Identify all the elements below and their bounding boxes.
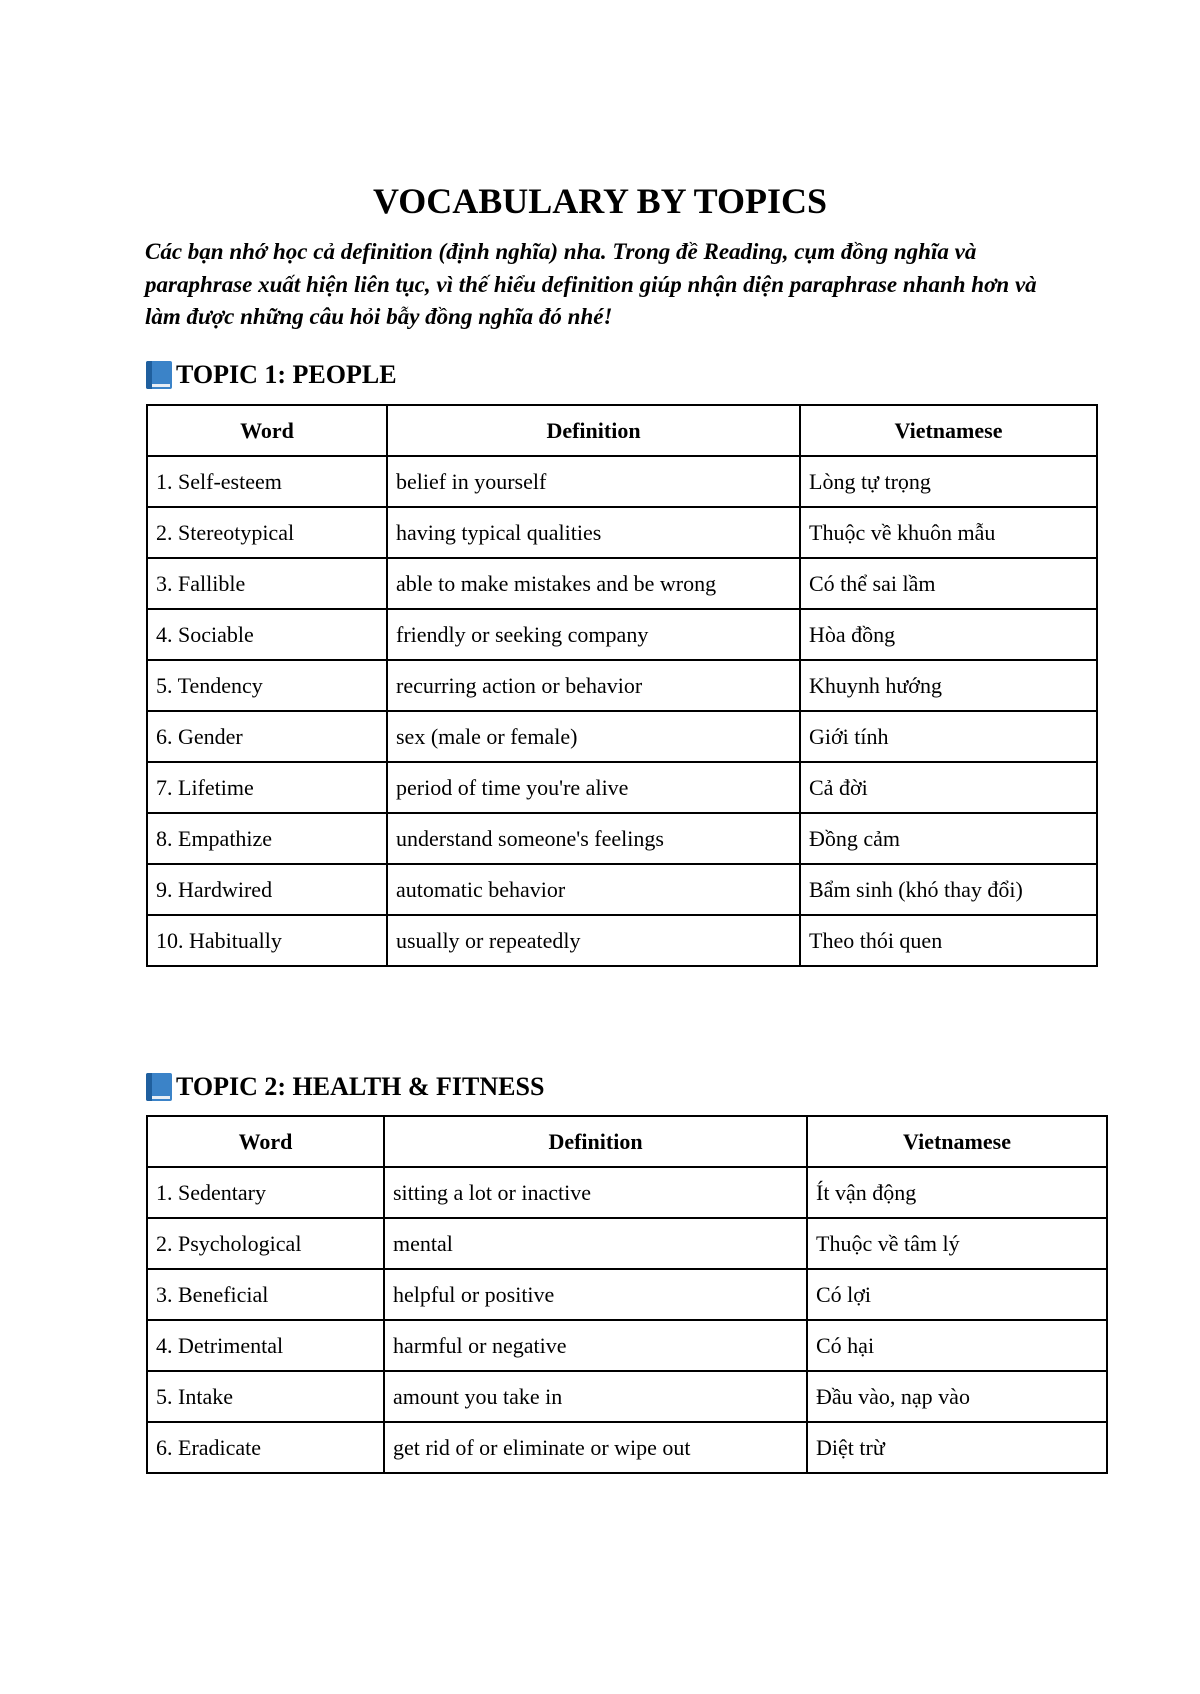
table-row: [147, 711, 1097, 762]
table-row: [147, 864, 1097, 915]
table-row: [147, 1320, 1107, 1371]
table-row: [147, 762, 1097, 813]
definition-cell: able to make mistakes and be wrong: [387, 558, 800, 609]
vietnamese-cell: Thuộc về khuôn mẫu: [800, 507, 1097, 558]
table-row: [147, 558, 1097, 609]
table-row: [147, 660, 1097, 711]
vietnamese-header: Vietnamese: [800, 405, 1097, 456]
vietnamese-cell: Đồng cảm: [800, 813, 1097, 864]
word-cell: 6. Eradicate: [147, 1422, 384, 1473]
table-row: [147, 1422, 1107, 1473]
word-cell: 8. Empathize: [147, 813, 387, 864]
word-header: Word: [147, 1116, 384, 1167]
vietnamese-cell: Có hại: [807, 1320, 1107, 1371]
table-row: [147, 456, 1097, 507]
word-cell: 6. Gender: [147, 711, 387, 762]
table-row: [147, 1371, 1107, 1422]
topic-1-title: TOPIC 1: PEOPLE: [176, 360, 397, 389]
vietnamese-cell: Theo thói quen: [800, 915, 1097, 966]
word-header: Word: [147, 405, 387, 456]
topic-2-title: TOPIC 2: HEALTH & FITNESS: [176, 1072, 545, 1101]
word-cell: 3. Beneficial: [147, 1269, 384, 1320]
definition-header: Definition: [384, 1116, 807, 1167]
definition-cell: get rid of or eliminate or wipe out: [384, 1422, 807, 1473]
vietnamese-cell: Đầu vào, nạp vào: [807, 1371, 1107, 1422]
word-cell: 3. Fallible: [147, 558, 387, 609]
table-row: [147, 507, 1097, 558]
definition-cell: understand someone's feelings: [387, 813, 800, 864]
definition-cell: having typical qualities: [387, 507, 800, 558]
vietnamese-cell: Có thể sai lầm: [800, 558, 1097, 609]
definition-cell: sitting a lot or inactive: [384, 1167, 807, 1218]
word-cell: 5. Tendency: [147, 660, 387, 711]
vietnamese-cell: Lòng tự trọng: [800, 456, 1097, 507]
definition-cell: friendly or seeking company: [387, 609, 800, 660]
word-cell: 5. Intake: [147, 1371, 384, 1422]
book-icon: [146, 1073, 172, 1101]
definition-cell: mental: [384, 1218, 807, 1269]
table-header-row: [147, 1116, 1107, 1167]
topic-2-heading: [146, 1072, 544, 1102]
table-row: [147, 1269, 1107, 1320]
table-row: [147, 813, 1097, 864]
definition-cell: automatic behavior: [387, 864, 800, 915]
table-row: [147, 1167, 1107, 1218]
word-cell: 9. Hardwired: [147, 864, 387, 915]
definition-cell: period of time you're alive: [387, 762, 800, 813]
word-cell: 2. Psychological: [147, 1218, 384, 1269]
definition-cell: belief in yourself: [387, 456, 800, 507]
book-icon: [146, 361, 172, 389]
vietnamese-cell: Thuộc về tâm lý: [807, 1218, 1107, 1269]
topic-1-heading: [146, 360, 397, 390]
word-cell: 7. Lifetime: [147, 762, 387, 813]
document-title: VOCABULARY BY TOPICS: [372, 181, 828, 221]
definition-cell: recurring action or behavior: [387, 660, 800, 711]
definition-header: Definition: [387, 405, 800, 456]
word-cell: 4. Sociable: [147, 609, 387, 660]
word-cell: 4. Detrimental: [147, 1320, 384, 1371]
definition-cell: amount you take in: [384, 1371, 807, 1422]
word-cell: 1. Self-esteem: [147, 456, 387, 507]
definition-cell: helpful or positive: [384, 1269, 807, 1320]
vietnamese-cell: Giới tính: [800, 711, 1097, 762]
table-header-row: [147, 405, 1097, 456]
vietnamese-cell: Có lợi: [807, 1269, 1107, 1320]
definition-cell: usually or repeatedly: [387, 915, 800, 966]
vietnamese-cell: Diệt trừ: [807, 1422, 1107, 1473]
vietnamese-cell: Hòa đồng: [800, 609, 1097, 660]
vietnamese-cell: Bẩm sinh (khó thay đổi): [800, 864, 1097, 915]
vietnamese-cell: Cả đời: [800, 762, 1097, 813]
table-row: [147, 915, 1097, 966]
vietnamese-header: Vietnamese: [807, 1116, 1107, 1167]
intro-note: Các bạn nhớ học cả definition (định nghĩa) nha. Trong đề Reading, cụm đồng nghĩa và paraphrase xuất hiện liên tục, vì thế hiểu definition giúp nhận diện paraphrase nhanh hơn và làm được những câu hỏi bẫy đồng nghĩa đó nhé!: [145, 239, 1037, 329]
vietnamese-cell: Ít vận động: [807, 1167, 1107, 1218]
topic-2-table: [146, 1115, 1108, 1474]
word-cell: 1. Sedentary: [147, 1167, 384, 1218]
table-row: [147, 609, 1097, 660]
word-cell: 10. Habitually: [147, 915, 387, 966]
definition-cell: harmful or negative: [384, 1320, 807, 1371]
vietnamese-cell: Khuynh hướng: [800, 660, 1097, 711]
topic-1-table: [146, 404, 1098, 967]
definition-cell: sex (male or female): [387, 711, 800, 762]
table-row: [147, 1218, 1107, 1269]
word-cell: 2. Stereotypical: [147, 507, 387, 558]
